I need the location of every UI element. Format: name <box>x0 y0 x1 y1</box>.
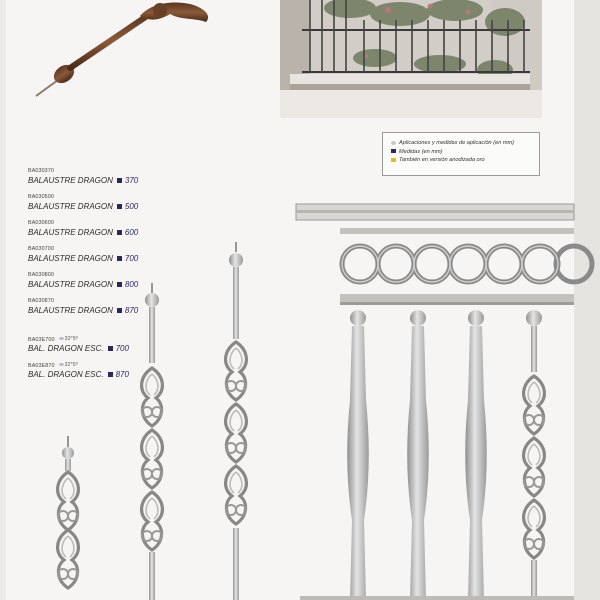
product-name: BALAUSTRE DRAGON <box>28 306 113 315</box>
product-code: BA030700 <box>28 246 54 252</box>
baluster-600-illustration <box>226 242 247 600</box>
product-name: BAL. DRAGON ESC. <box>28 370 104 379</box>
product-angle: 32°5º <box>64 362 78 368</box>
product-code: BA030800 <box>28 272 54 278</box>
product-code: BA030500 <box>28 194 54 200</box>
finial-illustration <box>36 3 208 97</box>
product-code: BA030600 <box>28 220 54 226</box>
product-size: 600 <box>124 228 139 237</box>
product-size: 370 <box>124 176 139 185</box>
product-name: BALAUSTRE DRAGON <box>28 202 113 211</box>
legend-measures: Medidas (en mm) <box>391 148 539 157</box>
product-name: BAL. DRAGON ESC. <box>28 344 104 353</box>
product-size: 500 <box>124 202 139 211</box>
product-size: 700 <box>124 254 139 263</box>
product-size: 870 <box>115 370 129 379</box>
baluster-370-illustration <box>58 436 79 588</box>
product-code: BA03E870 <box>28 363 55 369</box>
legend-applications: Aplicaciones y medidas de aplicación (en mm) <box>391 139 539 148</box>
product-size: 700 <box>115 344 129 353</box>
product-code: BA030370 <box>28 168 54 174</box>
product-size: 870 <box>124 306 139 315</box>
legend-gold: También en versión anodizada oro <box>391 156 539 165</box>
product-name: BALAUSTRE DRAGON <box>28 254 113 263</box>
product-name: BALAUSTRE DRAGON <box>28 280 113 289</box>
product-code: BA030870 <box>28 298 54 304</box>
railing-illustration <box>296 204 592 600</box>
product-angle: 32°5º <box>64 336 78 342</box>
baluster-500-illustration <box>142 283 163 600</box>
product-size: 800 <box>124 280 139 289</box>
product-name: BALAUSTRE DRAGON <box>28 228 113 237</box>
product-code: BA03E700 <box>28 337 55 343</box>
product-name: BALAUSTRE DRAGON <box>28 176 113 185</box>
